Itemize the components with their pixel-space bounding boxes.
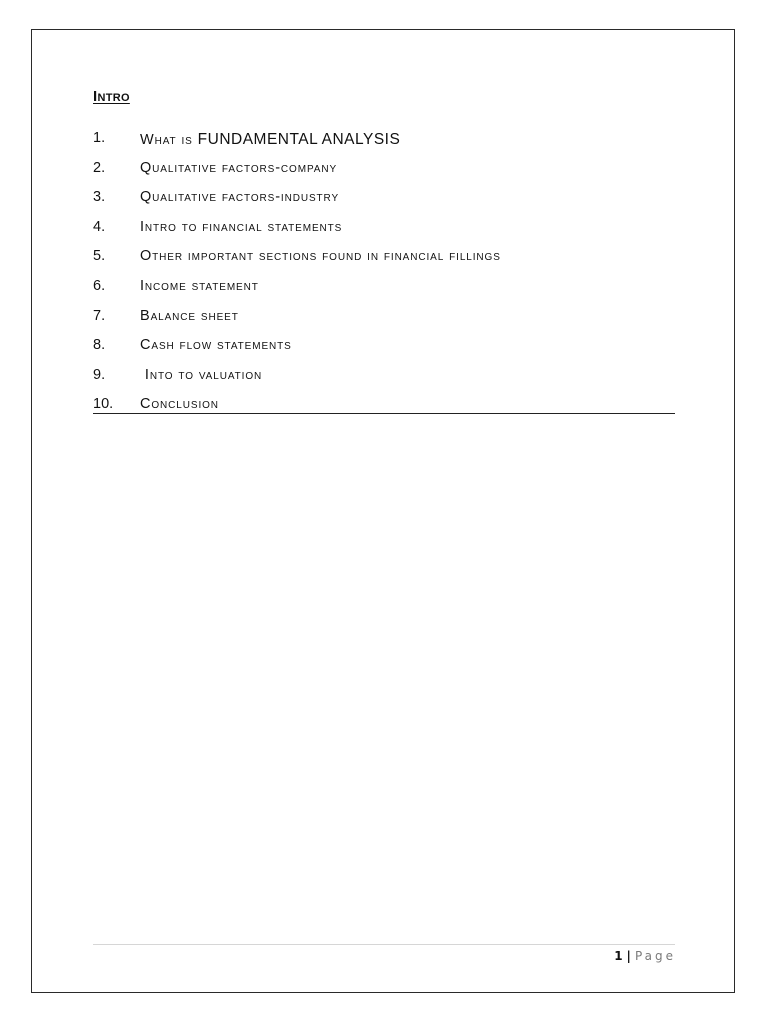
toc-item: [93, 242, 675, 272]
footer-divider: [93, 944, 675, 945]
toc-item: [93, 183, 675, 213]
toc-item: [93, 331, 675, 361]
toc-item: [93, 361, 675, 391]
toc-item-number: 3.: [93, 189, 106, 206]
toc-item-text-lead: What is: [140, 132, 198, 148]
page-footer: [614, 947, 676, 965]
section-heading: Intro: [93, 88, 130, 105]
toc-item-number: 9.: [93, 366, 106, 383]
page-label: Page: [634, 949, 676, 963]
toc-item: [93, 390, 675, 420]
toc-item-text: Conclusion: [140, 396, 219, 413]
toc-item: [93, 272, 675, 302]
toc-item-number: 5.: [93, 248, 106, 265]
toc-item-text: [140, 125, 400, 156]
toc-item-text: Into to valuation: [140, 366, 263, 383]
toc-item-text: Cash flow statements: [140, 337, 292, 354]
toc-item-text: Other important sections found in financial fillings: [140, 248, 501, 265]
toc-item-number: 8.: [93, 337, 106, 354]
footer-separator: |: [626, 949, 631, 963]
toc-divider: [93, 413, 675, 414]
toc-item-text-emphasis: FUNDAMENTAL ANALYSIS: [197, 131, 401, 148]
toc-item-number: 6.: [93, 277, 106, 294]
toc-item-number: 1.: [93, 130, 106, 146]
toc-item-text: Balance sheet: [140, 307, 239, 324]
toc-item-text: Qualitative factors-company: [140, 159, 338, 176]
toc-item: [93, 124, 675, 154]
toc-item-text: Intro to financial statements: [140, 218, 343, 235]
table-of-contents: [93, 124, 675, 420]
toc-item-number: 4.: [93, 218, 106, 235]
toc-item-number: 7.: [93, 307, 106, 324]
toc-item-text: Income statement: [140, 277, 259, 294]
toc-item: [93, 213, 675, 243]
toc-item-number: 10.: [93, 396, 114, 413]
toc-item-number: 2.: [93, 159, 106, 176]
toc-item: [93, 154, 675, 184]
page-number: 1: [614, 949, 623, 963]
toc-item: [93, 302, 675, 332]
toc-item-text: Qualitative factors-industry: [140, 189, 340, 206]
